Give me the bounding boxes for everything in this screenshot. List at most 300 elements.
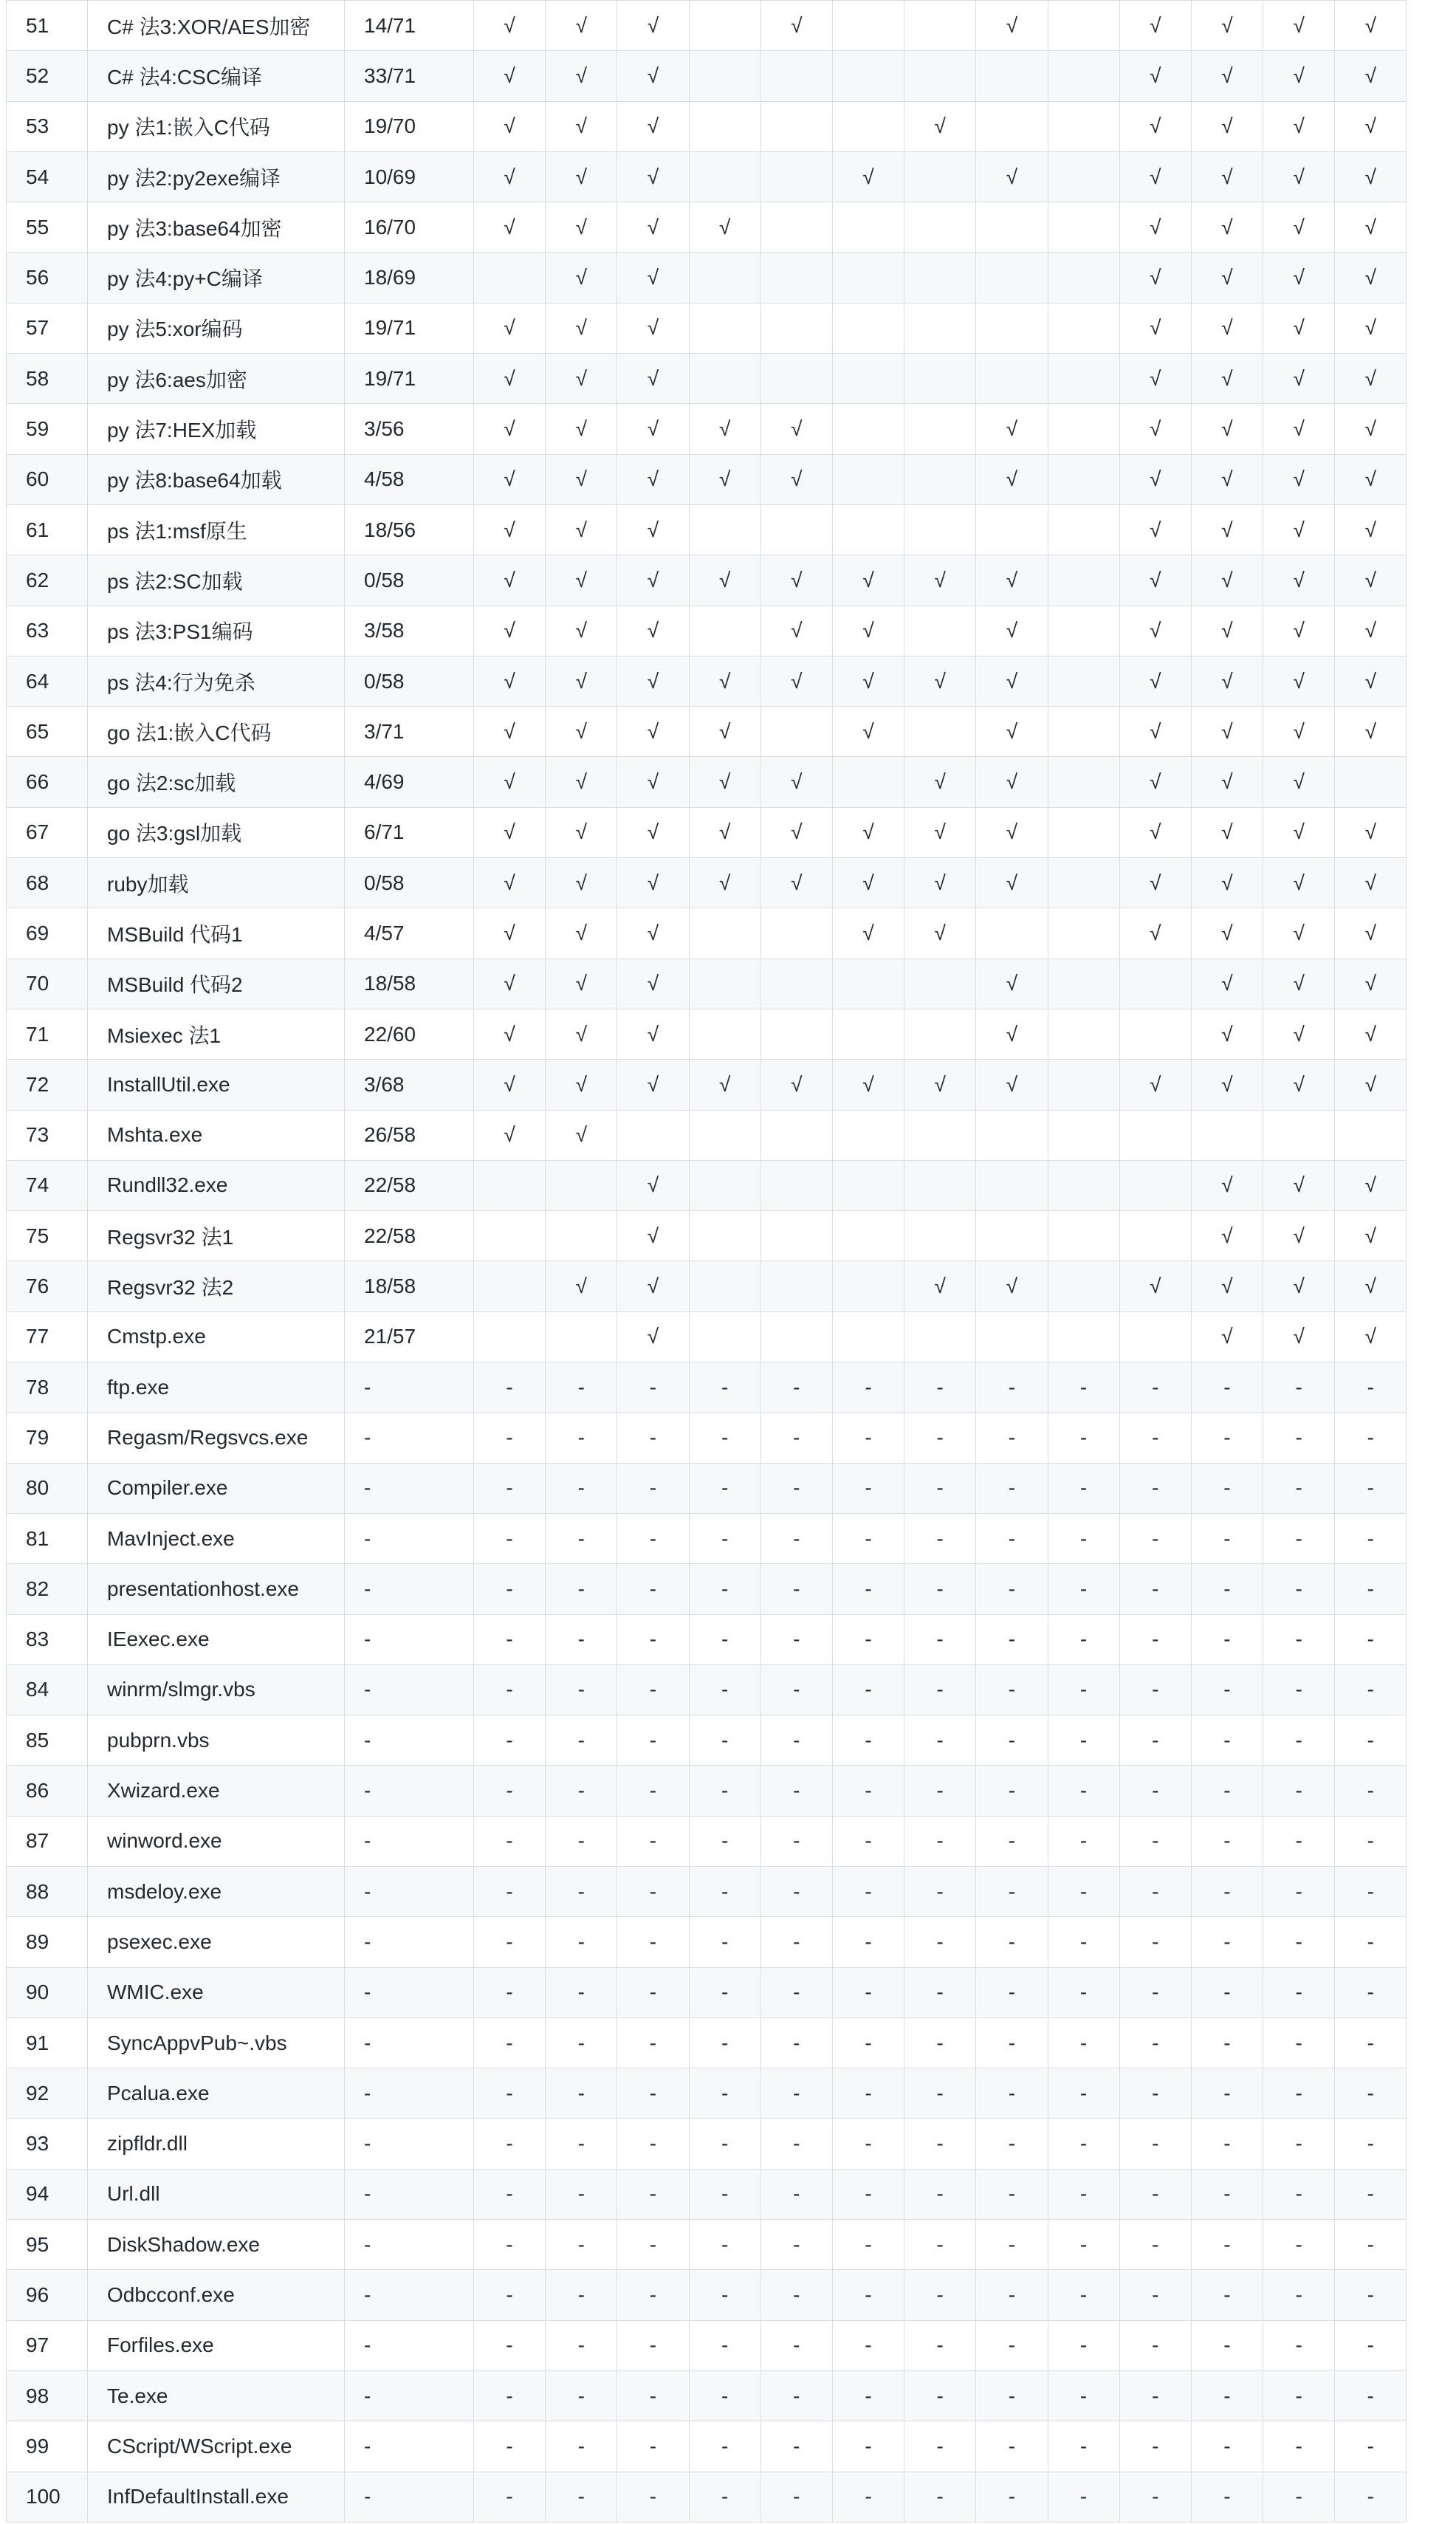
row-number-cell: 69 xyxy=(7,908,88,958)
method-name-cell: presentationhost.exe xyxy=(88,1564,345,1614)
row-number-cell: 93 xyxy=(7,2119,88,2169)
check-cell: - xyxy=(1048,1413,1119,1463)
method-name-cell: InstallUtil.exe xyxy=(88,1060,345,1110)
check-cell: - xyxy=(689,2270,760,2320)
check-cell: √ xyxy=(474,202,546,253)
table-row xyxy=(7,1715,1407,1766)
check-cell: - xyxy=(1191,1463,1263,1513)
check-cell: √ xyxy=(1335,101,1407,151)
check-cell xyxy=(832,1160,904,1210)
check-cell: - xyxy=(1263,1766,1335,1816)
check-cell: √ xyxy=(1335,606,1407,656)
table-row xyxy=(7,1816,1407,1866)
check-cell: √ xyxy=(474,151,546,202)
check-cell: √ xyxy=(1263,303,1335,353)
check-cell: - xyxy=(1263,1564,1335,1614)
check-cell: - xyxy=(1335,2068,1407,2119)
method-name-cell: MSBuild 代码2 xyxy=(88,958,345,1009)
vt-score-cell: 3/58 xyxy=(345,606,474,656)
method-name-cell: C# 法4:CSC编译 xyxy=(88,51,345,101)
check-cell: √ xyxy=(546,151,617,202)
check-cell: √ xyxy=(1335,303,1407,353)
check-cell: - xyxy=(474,1564,546,1614)
check-cell xyxy=(1048,1211,1119,1261)
check-cell: √ xyxy=(474,1009,546,1059)
check-cell: - xyxy=(1263,2370,1335,2421)
check-cell: √ xyxy=(617,51,689,101)
check-cell: - xyxy=(976,1513,1048,1563)
check-cell: - xyxy=(760,2320,832,2370)
check-cell: √ xyxy=(1191,1261,1263,1311)
check-cell: √ xyxy=(1263,707,1335,757)
check-cell: - xyxy=(976,2017,1048,2068)
check-cell: √ xyxy=(1335,454,1407,504)
row-number-cell: 86 xyxy=(7,1766,88,1816)
check-cell xyxy=(832,1,904,51)
check-cell: - xyxy=(1119,1766,1191,1816)
check-cell: √ xyxy=(474,807,546,857)
row-number-cell: 84 xyxy=(7,1664,88,1715)
check-cell xyxy=(760,1311,832,1362)
check-cell xyxy=(760,202,832,253)
check-cell xyxy=(1048,858,1119,908)
check-cell xyxy=(1335,757,1407,807)
check-cell: √ xyxy=(546,958,617,1009)
check-cell xyxy=(546,1211,617,1261)
table-row xyxy=(7,757,1407,807)
method-name-cell: Cmstp.exe xyxy=(88,1311,345,1362)
check-cell: √ xyxy=(1263,454,1335,504)
method-name-cell: Te.exe xyxy=(88,2370,345,2421)
method-name-cell: C# 法3:XOR/AES加密 xyxy=(88,1,345,51)
check-cell: √ xyxy=(617,1160,689,1210)
row-number-cell: 62 xyxy=(7,555,88,606)
check-cell: √ xyxy=(1119,656,1191,706)
check-cell xyxy=(1119,958,1191,1009)
check-cell: √ xyxy=(617,555,689,606)
check-cell xyxy=(546,1160,617,1210)
check-cell: √ xyxy=(1263,1311,1335,1362)
check-cell: √ xyxy=(1191,151,1263,202)
check-cell: √ xyxy=(474,354,546,404)
check-cell xyxy=(832,757,904,807)
check-cell xyxy=(976,1110,1048,1160)
vt-score-cell: - xyxy=(345,1766,474,1816)
check-cell xyxy=(760,1160,832,1210)
method-name-cell: ps 法1:msf原生 xyxy=(88,504,345,555)
check-cell: √ xyxy=(904,555,976,606)
check-cell xyxy=(1048,958,1119,1009)
check-cell: - xyxy=(689,1564,760,1614)
check-cell: √ xyxy=(474,454,546,504)
vt-score-cell: 16/70 xyxy=(345,202,474,253)
check-cell: √ xyxy=(1119,555,1191,606)
check-cell: √ xyxy=(1191,606,1263,656)
check-cell: - xyxy=(832,1614,904,1664)
row-number-cell: 80 xyxy=(7,1463,88,1513)
check-cell xyxy=(689,51,760,101)
check-cell: - xyxy=(474,1715,546,1766)
check-cell xyxy=(474,1261,546,1311)
check-cell xyxy=(904,606,976,656)
vt-score-cell: - xyxy=(345,1362,474,1413)
check-cell: √ xyxy=(689,707,760,757)
check-cell: - xyxy=(832,1917,904,1967)
check-cell xyxy=(832,1110,904,1160)
vt-score-cell: 22/58 xyxy=(345,1160,474,1210)
row-number-cell: 92 xyxy=(7,2068,88,2119)
table-row xyxy=(7,2068,1407,2119)
check-cell: √ xyxy=(617,1060,689,1110)
check-cell xyxy=(904,707,976,757)
check-cell: - xyxy=(1263,2017,1335,2068)
check-cell: √ xyxy=(760,656,832,706)
table-row xyxy=(7,1413,1407,1463)
table-row xyxy=(7,1,1407,51)
check-cell: √ xyxy=(474,656,546,706)
vt-score-cell: - xyxy=(345,1413,474,1463)
check-cell: - xyxy=(689,1614,760,1664)
check-cell: √ xyxy=(546,504,617,555)
check-cell: √ xyxy=(1119,1,1191,51)
check-cell: - xyxy=(546,1564,617,1614)
check-cell: - xyxy=(1191,2270,1263,2320)
table-row xyxy=(7,1362,1407,1413)
check-cell: √ xyxy=(1191,202,1263,253)
check-cell: √ xyxy=(546,101,617,151)
row-number-cell: 67 xyxy=(7,807,88,857)
check-cell: √ xyxy=(1335,1261,1407,1311)
check-cell: √ xyxy=(1263,858,1335,908)
check-cell: √ xyxy=(474,858,546,908)
check-cell: √ xyxy=(976,1009,1048,1059)
table-row xyxy=(7,1564,1407,1614)
check-cell: - xyxy=(760,1967,832,2017)
row-number-cell: 55 xyxy=(7,202,88,253)
check-cell: √ xyxy=(1335,807,1407,857)
row-number-cell: 100 xyxy=(7,2472,88,2522)
check-cell xyxy=(1335,1110,1407,1160)
check-cell: √ xyxy=(976,555,1048,606)
check-cell: - xyxy=(689,2169,760,2219)
check-cell: - xyxy=(474,1917,546,1967)
vt-score-cell: - xyxy=(345,1917,474,1967)
check-cell: √ xyxy=(546,858,617,908)
check-cell xyxy=(904,1160,976,1210)
check-cell: √ xyxy=(760,555,832,606)
method-name-cell: Msiexec 法1 xyxy=(88,1009,345,1059)
check-cell: - xyxy=(546,2169,617,2219)
check-cell xyxy=(689,1110,760,1160)
check-cell: √ xyxy=(474,101,546,151)
check-cell: - xyxy=(689,2017,760,2068)
check-cell: - xyxy=(1119,1614,1191,1664)
vt-score-cell: 3/56 xyxy=(345,404,474,454)
check-cell xyxy=(904,1,976,51)
check-cell: - xyxy=(546,2068,617,2119)
vt-score-cell: 4/69 xyxy=(345,757,474,807)
check-cell xyxy=(904,151,976,202)
check-cell: √ xyxy=(617,656,689,706)
check-cell: - xyxy=(689,2119,760,2169)
check-cell: - xyxy=(1048,1766,1119,1816)
check-cell xyxy=(1191,1110,1263,1160)
vt-score-cell: - xyxy=(345,1564,474,1614)
check-cell: √ xyxy=(1263,1060,1335,1110)
check-cell: - xyxy=(1263,1715,1335,1766)
check-cell: - xyxy=(617,2421,689,2472)
check-cell xyxy=(1119,1311,1191,1362)
check-cell: √ xyxy=(1119,707,1191,757)
row-number-cell: 64 xyxy=(7,656,88,706)
check-cell: - xyxy=(1263,1362,1335,1413)
check-cell xyxy=(976,1211,1048,1261)
check-cell: √ xyxy=(1119,101,1191,151)
check-cell: - xyxy=(689,1413,760,1463)
vt-score-cell: - xyxy=(345,1614,474,1664)
check-cell: - xyxy=(1335,1766,1407,1816)
table-row xyxy=(7,1917,1407,1967)
check-cell: - xyxy=(689,2421,760,2472)
check-cell: - xyxy=(760,2119,832,2169)
check-cell: - xyxy=(689,2320,760,2370)
check-cell: √ xyxy=(689,454,760,504)
check-cell xyxy=(474,1311,546,1362)
check-cell xyxy=(832,958,904,1009)
check-cell: - xyxy=(976,1715,1048,1766)
check-cell xyxy=(760,908,832,958)
check-cell: - xyxy=(617,2119,689,2169)
method-name-cell: py 法5:xor编码 xyxy=(88,303,345,353)
check-cell: - xyxy=(976,2421,1048,2472)
check-cell: √ xyxy=(546,253,617,303)
check-cell: √ xyxy=(1335,707,1407,757)
check-cell: - xyxy=(1048,2421,1119,2472)
check-cell: √ xyxy=(617,202,689,253)
vt-score-cell: 19/71 xyxy=(345,354,474,404)
check-cell xyxy=(904,1110,976,1160)
table-row xyxy=(7,1664,1407,1715)
check-cell: - xyxy=(1263,2220,1335,2270)
method-name-cell: IEexec.exe xyxy=(88,1614,345,1664)
check-cell: - xyxy=(1048,1664,1119,1715)
row-number-cell: 74 xyxy=(7,1160,88,1210)
check-cell: √ xyxy=(904,807,976,857)
method-name-cell: Forfiles.exe xyxy=(88,2320,345,2370)
check-cell: √ xyxy=(1119,303,1191,353)
check-cell: √ xyxy=(1191,101,1263,151)
check-cell: - xyxy=(1335,1463,1407,1513)
check-cell: - xyxy=(760,1715,832,1766)
check-cell: √ xyxy=(617,504,689,555)
check-cell: √ xyxy=(1335,958,1407,1009)
check-cell: √ xyxy=(1191,354,1263,404)
table-row xyxy=(7,2370,1407,2421)
check-cell xyxy=(832,354,904,404)
check-cell xyxy=(760,303,832,353)
row-number-cell: 99 xyxy=(7,2421,88,2472)
vt-score-cell: 19/71 xyxy=(345,303,474,353)
check-cell: - xyxy=(1048,1967,1119,2017)
check-cell: - xyxy=(832,1664,904,1715)
check-cell: - xyxy=(1263,1967,1335,2017)
check-cell: - xyxy=(904,2068,976,2119)
table-row xyxy=(7,555,1407,606)
check-cell xyxy=(832,504,904,555)
check-cell: - xyxy=(1191,1917,1263,1967)
check-cell xyxy=(904,1311,976,1362)
check-cell: - xyxy=(1263,1866,1335,1916)
vt-score-cell: 19/70 xyxy=(345,101,474,151)
row-number-cell: 79 xyxy=(7,1413,88,1463)
check-cell: - xyxy=(1119,2370,1191,2421)
check-cell xyxy=(976,504,1048,555)
check-cell: - xyxy=(976,2169,1048,2219)
check-cell xyxy=(976,354,1048,404)
check-cell: √ xyxy=(1191,656,1263,706)
check-cell: √ xyxy=(1191,504,1263,555)
check-cell: - xyxy=(546,1917,617,1967)
check-cell: - xyxy=(976,2320,1048,2370)
check-cell xyxy=(976,1160,1048,1210)
check-cell: - xyxy=(474,2119,546,2169)
table-row xyxy=(7,858,1407,908)
check-cell: - xyxy=(546,2472,617,2522)
check-cell: - xyxy=(617,1564,689,1614)
check-cell xyxy=(832,1009,904,1059)
check-cell: √ xyxy=(617,1211,689,1261)
check-cell: √ xyxy=(976,807,1048,857)
check-cell: - xyxy=(976,2220,1048,2270)
check-cell: - xyxy=(689,1816,760,1866)
check-cell: - xyxy=(904,2370,976,2421)
check-cell: - xyxy=(1191,2370,1263,2421)
vt-score-cell: - xyxy=(345,1463,474,1513)
check-cell: - xyxy=(1191,2320,1263,2370)
vt-score-cell: 18/58 xyxy=(345,1261,474,1311)
check-cell: - xyxy=(1263,2320,1335,2370)
check-cell: - xyxy=(1263,1513,1335,1563)
table-row xyxy=(7,1463,1407,1513)
row-number-cell: 91 xyxy=(7,2017,88,2068)
check-cell: - xyxy=(1048,1866,1119,1916)
row-number-cell: 71 xyxy=(7,1009,88,1059)
check-cell xyxy=(474,1160,546,1210)
check-cell: - xyxy=(1335,1362,1407,1413)
table-body xyxy=(7,1,1407,2523)
check-cell: √ xyxy=(546,354,617,404)
vt-score-cell: 3/68 xyxy=(345,1060,474,1110)
check-cell: √ xyxy=(1119,51,1191,101)
table-row xyxy=(7,1160,1407,1210)
check-cell: - xyxy=(1191,2068,1263,2119)
check-cell: - xyxy=(689,1766,760,1816)
check-cell: √ xyxy=(1263,1211,1335,1261)
check-cell: √ xyxy=(904,656,976,706)
check-cell: - xyxy=(474,2017,546,2068)
check-cell xyxy=(904,303,976,353)
check-cell: - xyxy=(617,1766,689,1816)
check-cell: - xyxy=(760,2270,832,2320)
check-cell: - xyxy=(1048,2320,1119,2370)
row-number-cell: 95 xyxy=(7,2220,88,2270)
check-cell xyxy=(1119,1211,1191,1261)
check-cell: - xyxy=(474,2370,546,2421)
check-cell: - xyxy=(617,2169,689,2219)
check-cell xyxy=(689,1009,760,1059)
method-name-cell: py 法1:嵌入C代码 xyxy=(88,101,345,151)
check-cell xyxy=(976,253,1048,303)
check-cell xyxy=(760,1261,832,1311)
check-cell: - xyxy=(689,1917,760,1967)
check-cell: - xyxy=(760,1917,832,1967)
check-cell xyxy=(904,454,976,504)
check-cell xyxy=(976,303,1048,353)
vt-score-cell: - xyxy=(345,1967,474,2017)
method-name-cell: py 法7:HEX加载 xyxy=(88,404,345,454)
check-cell: - xyxy=(1119,1967,1191,2017)
check-cell: √ xyxy=(976,707,1048,757)
check-cell: - xyxy=(904,2270,976,2320)
check-cell: - xyxy=(1048,1564,1119,1614)
check-cell: - xyxy=(832,1866,904,1916)
table-row xyxy=(7,404,1407,454)
check-cell: - xyxy=(976,1967,1048,2017)
check-cell: - xyxy=(1191,1715,1263,1766)
check-cell: - xyxy=(1335,1413,1407,1463)
check-cell: - xyxy=(1335,2421,1407,2472)
check-cell: √ xyxy=(1191,908,1263,958)
check-cell xyxy=(474,1211,546,1261)
check-cell: - xyxy=(904,2320,976,2370)
check-cell: √ xyxy=(1263,101,1335,151)
check-cell: √ xyxy=(1335,404,1407,454)
check-cell: √ xyxy=(1191,555,1263,606)
table-row xyxy=(7,1261,1407,1311)
check-cell: - xyxy=(760,1564,832,1614)
row-number-cell: 53 xyxy=(7,101,88,151)
method-name-cell: py 法8:base64加载 xyxy=(88,454,345,504)
check-cell: √ xyxy=(689,1060,760,1110)
check-cell xyxy=(689,1211,760,1261)
method-name-cell: Compiler.exe xyxy=(88,1463,345,1513)
check-cell xyxy=(832,404,904,454)
check-cell: - xyxy=(474,2421,546,2472)
check-cell xyxy=(1048,454,1119,504)
check-cell: - xyxy=(1119,1413,1191,1463)
check-cell: √ xyxy=(474,606,546,656)
check-cell xyxy=(1048,253,1119,303)
row-number-cell: 75 xyxy=(7,1211,88,1261)
check-cell xyxy=(832,1311,904,1362)
check-cell: √ xyxy=(976,606,1048,656)
check-cell: - xyxy=(546,2370,617,2421)
check-cell: √ xyxy=(546,202,617,253)
check-cell: √ xyxy=(474,1,546,51)
check-cell: √ xyxy=(976,858,1048,908)
check-cell: √ xyxy=(1191,1311,1263,1362)
check-cell: - xyxy=(546,1614,617,1664)
check-cell: √ xyxy=(1119,606,1191,656)
check-cell xyxy=(976,908,1048,958)
check-cell: √ xyxy=(904,858,976,908)
check-cell xyxy=(1048,908,1119,958)
check-cell: √ xyxy=(1335,51,1407,101)
check-cell: - xyxy=(1335,1866,1407,1916)
check-cell: - xyxy=(1335,2370,1407,2421)
check-cell xyxy=(689,1,760,51)
check-cell xyxy=(760,1211,832,1261)
